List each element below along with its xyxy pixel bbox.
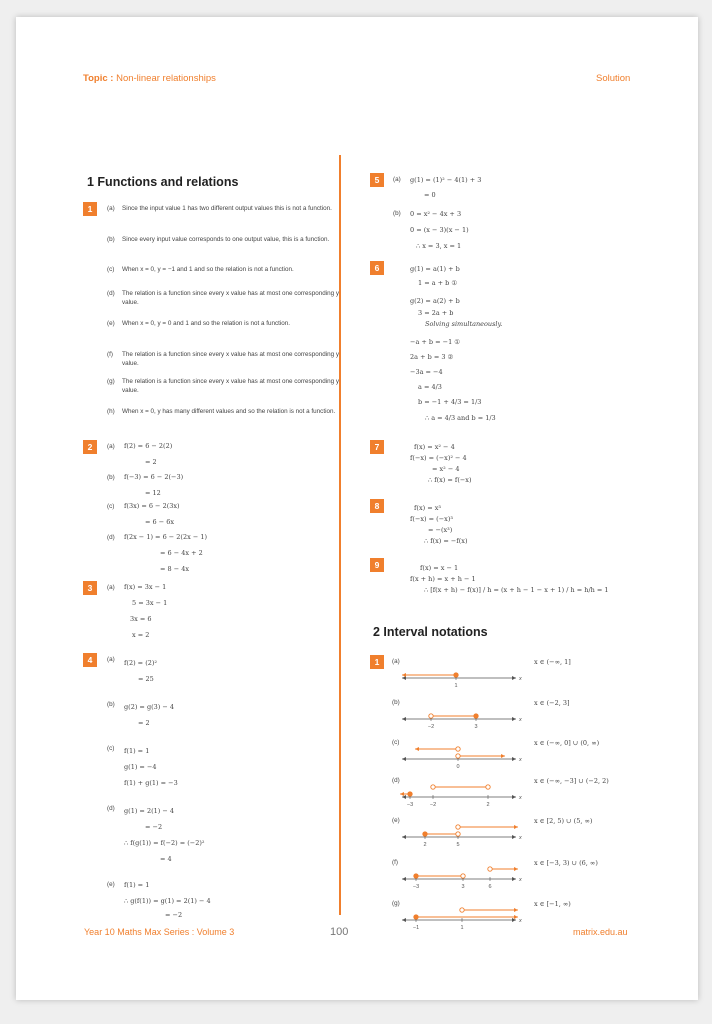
math-line: 0 = x² − 4x + 3: [410, 210, 462, 218]
question-badge-s2-1: 1: [370, 655, 384, 669]
math-line: ∴ g(f(1)) = g(1) = 2(1) − 4: [124, 897, 211, 905]
axis-arrow-right: [512, 757, 516, 761]
interval-answer: x ∈ [−1, ∞): [534, 900, 571, 908]
tick-label: 2: [486, 802, 490, 808]
question-badge-7: 7: [370, 440, 384, 454]
math-line: f(x) = x² − 4: [414, 443, 455, 451]
axis-arrow-left: [402, 835, 406, 839]
number-line: [398, 691, 528, 730]
open-endpoint: [486, 785, 490, 789]
number-line: [398, 731, 528, 770]
interval-arrow: [501, 754, 505, 758]
math-line: ∴ f(x) = f(−x): [428, 476, 472, 484]
math-line: = 0: [424, 191, 436, 199]
math-line: Solving simultaneously.: [425, 320, 503, 328]
part-label: (d): [107, 534, 115, 541]
topic-label: Topic :: [83, 73, 114, 84]
interval-answer: x ∈ (−∞, 1]: [534, 658, 571, 666]
math-line: f(x) = x − 1: [420, 564, 459, 572]
closed-endpoint: [423, 832, 427, 836]
math-line: −a + b = −1 ①: [410, 338, 461, 346]
interval-answer: x ∈ [−3, 3) ∪ (6, ∞): [534, 859, 598, 867]
math-line: = 2: [138, 719, 150, 727]
math-line: = −2: [145, 823, 163, 831]
math-line: g(1) = 2(1) − 4: [124, 807, 175, 815]
math-line: −3a = −4: [410, 368, 443, 376]
math-line: ∴ [f(x + h) − f(x)] / h = (x + h − 1 − x + 1) / h = h/h = 1: [424, 586, 609, 594]
question-badge-5: 5: [370, 173, 384, 187]
part-label: (a): [107, 443, 115, 450]
part-label: (a): [107, 584, 115, 591]
closed-endpoint: [408, 792, 412, 796]
math-line: f(1) = 1: [124, 747, 150, 755]
interval-answer: x ∈ (−2, 3]: [534, 699, 570, 707]
section-title-functions: 1 Functions and relations: [87, 175, 239, 189]
number-line: [398, 851, 528, 890]
math-line: g(1) = (1)² − 4(1) + 3: [410, 176, 482, 184]
worksheet-page: [16, 17, 698, 1000]
answer-text: When x = 0, y = 0 and 1 and so the relation is not a function.: [122, 320, 291, 327]
math-line: = 6 − 4x + 2: [160, 549, 203, 557]
part-label: (b): [392, 699, 400, 706]
math-line: g(2) = a(2) + b: [410, 297, 460, 305]
interval-arrow: [514, 915, 518, 919]
interval-answer: x ∈ [2, 5) ∪ (5, ∞): [534, 817, 593, 825]
interval-arrow: [415, 747, 419, 751]
axis-x-label: x: [519, 717, 522, 723]
open-endpoint: [460, 908, 464, 912]
math-line: f(−3) = 6 − 2(−3): [124, 473, 184, 481]
math-line: = 2: [145, 458, 157, 466]
part-label: (e): [107, 320, 115, 327]
interval-arrow: [402, 673, 406, 677]
math-line: ∴ a = 4/3 and b = 1/3: [425, 414, 496, 422]
math-line: 1 = a + b ①: [418, 279, 458, 287]
answer-text: The relation is a function since every x value has at most one corresponding y value.: [122, 290, 340, 306]
open-endpoint: [456, 832, 460, 836]
part-label: (c): [392, 739, 400, 746]
math-line: 2a + b = 3 ②: [410, 353, 454, 361]
answer-text: The relation is a function since every x value has at most one corresponding y value.: [122, 351, 340, 367]
tick-label: 1: [460, 925, 464, 931]
tick-label: 0: [456, 764, 460, 770]
part-label: (f): [107, 351, 113, 358]
math-line: = −2: [165, 911, 183, 919]
math-line: x = 2: [132, 631, 150, 639]
interval-arrow: [514, 867, 518, 871]
number-line: [398, 892, 528, 931]
answer-text: The relation is a function since every x value has at most one corresponding y value.: [122, 378, 340, 394]
math-line: = 8 − 4x: [160, 565, 190, 573]
math-line: = 4: [160, 855, 172, 863]
question-badge-1: 1: [83, 202, 97, 216]
math-line: = 12: [145, 489, 161, 497]
tick-label: 3: [474, 724, 478, 730]
axis-arrow-right: [512, 877, 516, 881]
math-line: ∴ f(g(1)) = f(−2) = (−2)²: [124, 839, 205, 847]
footer-website: matrix.edu.au: [573, 927, 628, 937]
part-label: (h): [107, 408, 115, 415]
math-line: f(2) = 6 − 2(2): [124, 442, 173, 450]
question-badge-6: 6: [370, 261, 384, 275]
interval-answer: x ∈ (−∞, 0] ∪ (0, ∞): [534, 739, 600, 747]
axis-arrow-right: [512, 835, 516, 839]
question-badge-8: 8: [370, 499, 384, 513]
axis-x-label: x: [519, 877, 522, 883]
math-line: ∴ f(x) = −f(x): [424, 537, 468, 545]
math-line: g(1) = a(1) + b: [410, 265, 460, 273]
open-endpoint: [461, 874, 465, 878]
number-line: [398, 650, 528, 689]
open-endpoint: [429, 714, 433, 718]
answer-text: When x = 0, y = −1 and 1 and so the relation is not a function.: [122, 266, 294, 273]
question-badge-9: 9: [370, 558, 384, 572]
part-label: (e): [107, 881, 115, 888]
math-line: = −(x³): [428, 526, 453, 534]
question-badge-4: 4: [83, 653, 97, 667]
tick-label: −1: [412, 925, 420, 931]
section-title-intervals: 2 Interval notations: [373, 625, 488, 639]
math-line: f(1) + g(1) = −3: [124, 779, 178, 787]
closed-endpoint: [414, 874, 418, 878]
number-line: [398, 809, 528, 848]
closed-endpoint: [414, 915, 418, 919]
open-endpoint: [456, 747, 460, 751]
axis-arrow-right: [512, 676, 516, 680]
part-label: (b): [393, 210, 401, 217]
interval-arrow: [514, 825, 518, 829]
math-line: 0 = (x − 3)(x − 1): [410, 226, 469, 234]
question-badge-2: 2: [83, 440, 97, 454]
math-line: = 6 − 6x: [145, 518, 175, 526]
part-label: (b): [107, 474, 115, 481]
closed-endpoint: [454, 673, 458, 677]
part-label: (d): [107, 805, 115, 812]
footer-series: Year 10 Maths Max Series : Volume 3: [84, 927, 235, 937]
math-line: f(x) = x³: [414, 504, 441, 512]
math-line: f(−x) = (−x)³: [410, 515, 453, 523]
topic-name: Non-linear relationships: [116, 73, 216, 84]
math-line: ∴ x = 3, x = 1: [416, 242, 462, 250]
topic-header: [83, 73, 216, 84]
part-label: (d): [107, 290, 115, 297]
axis-x-label: x: [519, 918, 522, 924]
closed-endpoint: [474, 714, 478, 718]
number-line: [398, 769, 528, 808]
math-line: f(x + h) = x + h − 1: [410, 575, 476, 583]
part-label: (c): [107, 266, 115, 273]
tick-label: −3: [406, 802, 414, 808]
tick-label: 3: [461, 884, 465, 890]
interval-arrow: [514, 908, 518, 912]
open-endpoint: [456, 754, 460, 758]
axis-arrow-right: [512, 717, 516, 721]
math-line: f(2x − 1) = 6 − 2(2x − 1): [124, 533, 208, 541]
tick-label: 1: [454, 683, 458, 689]
question-badge-3: 3: [83, 581, 97, 595]
solution-label: Solution: [596, 73, 631, 84]
axis-arrow-left: [402, 717, 406, 721]
axis-arrow-left: [402, 757, 406, 761]
axis-arrow-left: [402, 877, 406, 881]
part-label: (f): [392, 859, 398, 866]
math-line: 3x = 6: [130, 615, 152, 623]
answer-text: Since the input value 1 has two different output values this is not a function.: [122, 205, 332, 212]
part-label: (c): [107, 503, 115, 510]
part-label: (a): [392, 658, 400, 665]
math-line: f(3x) = 6 − 2(3x): [124, 502, 180, 510]
axis-arrow-right: [512, 795, 516, 799]
answer-text: When x = 0, y has many different values and so the relation is not a function.: [122, 408, 336, 415]
part-label: (e): [392, 817, 400, 824]
part-label: (a): [107, 205, 115, 212]
math-line: f(−x) = (−x)² − 4: [410, 454, 467, 462]
math-line: 3 = 2a + b: [418, 309, 454, 317]
part-label: (g): [392, 900, 400, 907]
open-endpoint: [488, 867, 492, 871]
part-label: (g): [107, 378, 115, 385]
interval-answer: x ∈ (−∞, −3] ∪ (−2, 2): [534, 777, 609, 785]
math-line: = 25: [138, 675, 154, 683]
math-line: g(2) = g(3) − 4: [124, 703, 175, 711]
tick-label: −3: [412, 884, 420, 890]
math-line: g(1) = −4: [124, 763, 157, 771]
math-line: = x² − 4: [432, 465, 460, 473]
answer-text: Since every input value corresponds to one output value, this is a function.: [122, 236, 330, 243]
axis-x-label: x: [519, 795, 522, 801]
part-label: (b): [107, 701, 115, 708]
part-label: (a): [107, 656, 115, 663]
tick-label: 2: [423, 842, 427, 848]
tick-label: 5: [456, 842, 460, 848]
math-line: b = −1 + 4/3 = 1/3: [418, 398, 482, 406]
tick-label: −2: [429, 802, 437, 808]
math-line: f(1) = 1: [124, 881, 150, 889]
part-label: (b): [107, 236, 115, 243]
tick-label: −2: [427, 724, 435, 730]
math-line: a = 4/3: [418, 383, 442, 391]
axis-x-label: x: [519, 757, 522, 763]
math-line: f(x) = 3x − 1: [124, 583, 167, 591]
axis-x-label: x: [519, 676, 522, 682]
part-label: (d): [392, 777, 400, 784]
interval-arrow: [400, 792, 404, 796]
math-line: 5 = 3x − 1: [132, 599, 168, 607]
math-line: f(2) = (2)²: [124, 659, 158, 667]
axis-x-label: x: [519, 835, 522, 841]
part-label: (c): [107, 745, 115, 752]
open-endpoint: [456, 825, 460, 829]
open-endpoint: [431, 785, 435, 789]
part-label: (a): [393, 176, 401, 183]
axis-arrow-left: [402, 918, 406, 922]
tick-label: 6: [488, 884, 492, 890]
page-number: 100: [330, 926, 349, 938]
